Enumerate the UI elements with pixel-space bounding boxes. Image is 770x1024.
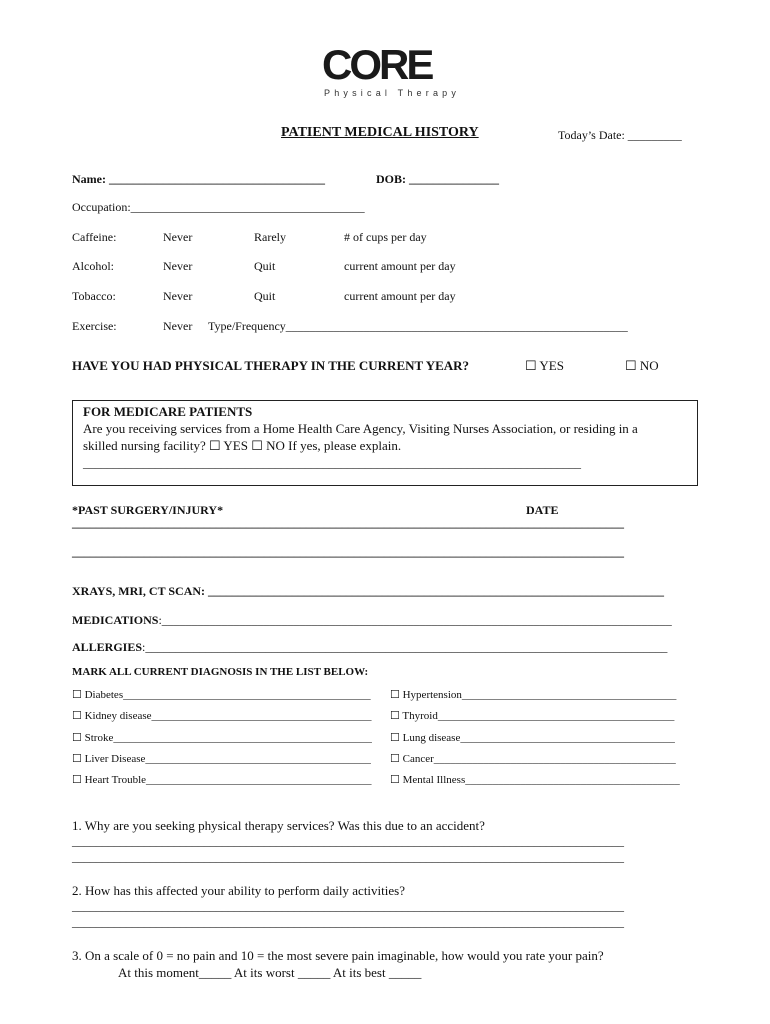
diagnosis-kidney-checkbox[interactable]: ☐ Kidney disease________________________________________	[72, 710, 372, 722]
exercise-label: Exercise:	[72, 319, 117, 333]
medications-line[interactable]: :_____________________________________________________________________________________	[158, 613, 672, 627]
question-2-line-1[interactable]: ____________________________________________________________________________________________	[72, 899, 624, 913]
diagnosis-heart-checkbox[interactable]: ☐ Heart Trouble_________________________________________	[72, 774, 372, 786]
pain-rating-fields[interactable]: At this moment_____ At its worst _____ At its best _____	[118, 965, 422, 980]
diagnosis-thyroid-checkbox[interactable]: ☐ Thyroid___________________________________________	[390, 710, 675, 722]
question-1-line-1[interactable]: ____________________________________________________________________________________________	[72, 834, 624, 848]
dob-field[interactable]: DOB: _______________	[376, 172, 499, 186]
alcohol-never-option[interactable]: Never	[163, 259, 193, 273]
caffeine-rarely-option[interactable]: Rarely	[254, 230, 286, 244]
surgery-line-1[interactable]: ____________________________________________________________________________________________	[72, 516, 624, 530]
allergies-field[interactable]	[72, 640, 667, 655]
tobacco-label: Tobacco:	[72, 289, 116, 303]
question-3: 3. On a scale of 0 = no pain and 10 = the most severe pain imaginable, how would you rate your pain?	[72, 948, 604, 963]
question-1: 1. Why are you seeking physical therapy services? Was this due to an accident?	[72, 818, 485, 833]
occupation-field[interactable]: Occupation:_______________________________________	[72, 200, 365, 214]
allergies-label: ALLERGIES	[72, 640, 143, 654]
medications-label: MEDICATIONS	[72, 613, 159, 627]
question-1-line-2[interactable]: ____________________________________________________________________________________________	[72, 850, 624, 864]
logo-wordmark: CORE	[322, 41, 432, 88]
medications-field[interactable]	[72, 613, 672, 628]
xrays-field[interactable]: XRAYS, MRI, CT SCAN: ____________________________________________________________________________	[72, 584, 665, 598]
exercise-never-option[interactable]: Never	[163, 319, 193, 333]
diagnosis-cancer-checkbox[interactable]: ☐ Cancer____________________________________________	[390, 753, 676, 765]
exercise-frequency-field[interactable]: Type/Frequency_________________________________________________________	[208, 319, 628, 333]
alcohol-amount-option[interactable]: current amount per day	[344, 259, 456, 273]
alcohol-label: Alcohol:	[72, 259, 114, 273]
surgery-date-label: DATE	[526, 503, 559, 517]
medicare-options[interactable]: skilled nursing facility? ☐ YES ☐ NO If yes, please explain.	[83, 438, 402, 453]
question-2: 2. How has this affected your ability to perform daily activities?	[72, 883, 405, 898]
page-title: PATIENT MEDICAL HISTORY	[281, 125, 479, 140]
diagnosis-heading: MARK ALL CURRENT DIAGNOSIS IN THE LIST BELOW:	[72, 666, 369, 678]
alcohol-quit-option[interactable]: Quit	[254, 259, 276, 273]
medicare-heading: FOR MEDICARE PATIENTS	[83, 404, 253, 419]
tobacco-never-option[interactable]: Never	[163, 289, 193, 303]
diagnosis-liver-checkbox[interactable]: ☐ Liver Disease_________________________________________	[72, 753, 371, 765]
caffeine-never-option[interactable]: Never	[163, 230, 193, 244]
past-surgery-label: *PAST SURGERY/INJURY*	[72, 503, 224, 517]
logo-subtitle: Physical Therapy	[324, 88, 461, 98]
question-2-line-2[interactable]: ____________________________________________________________________________________________	[72, 915, 624, 929]
pt-yes-checkbox[interactable]: ☐ YES	[525, 358, 564, 373]
allergies-line[interactable]: :_______________________________________________________________________________________	[142, 640, 668, 654]
medicare-explain-field[interactable]: ___________________________________________________________________________________	[83, 456, 581, 470]
diagnosis-mental-checkbox[interactable]: ☐ Mental Illness_______________________________________	[390, 774, 680, 786]
name-field[interactable]: Name: ____________________________________	[72, 172, 325, 186]
pt-no-checkbox[interactable]: ☐ NO	[625, 358, 659, 373]
diagnosis-hypertension-checkbox[interactable]: ☐ Hypertension_______________________________________	[390, 689, 677, 701]
tobacco-amount-option[interactable]: current amount per day	[344, 289, 456, 303]
caffeine-amount-option[interactable]: # of cups per day	[344, 230, 427, 244]
medicare-question: Are you receiving services from a Home Health Care Agency, Visiting Nurses Association, or residing in a	[83, 421, 638, 436]
diagnosis-diabetes-checkbox[interactable]: ☐ Diabetes_____________________________________________	[72, 689, 371, 701]
surgery-line-2[interactable]: ____________________________________________________________________________________________	[72, 545, 624, 559]
tobacco-quit-option[interactable]: Quit	[254, 289, 276, 303]
diagnosis-lung-checkbox[interactable]: ☐ Lung disease_______________________________________	[390, 732, 675, 744]
todays-date-field[interactable]: Today’s Date: _________	[558, 128, 682, 142]
core-logo	[322, 41, 462, 102]
pt-current-year-question: HAVE YOU HAD PHYSICAL THERAPY IN THE CURRENT YEAR?	[72, 358, 470, 373]
caffeine-label: Caffeine:	[72, 230, 117, 244]
diagnosis-stroke-checkbox[interactable]: ☐ Stroke_______________________________________________	[72, 732, 372, 744]
